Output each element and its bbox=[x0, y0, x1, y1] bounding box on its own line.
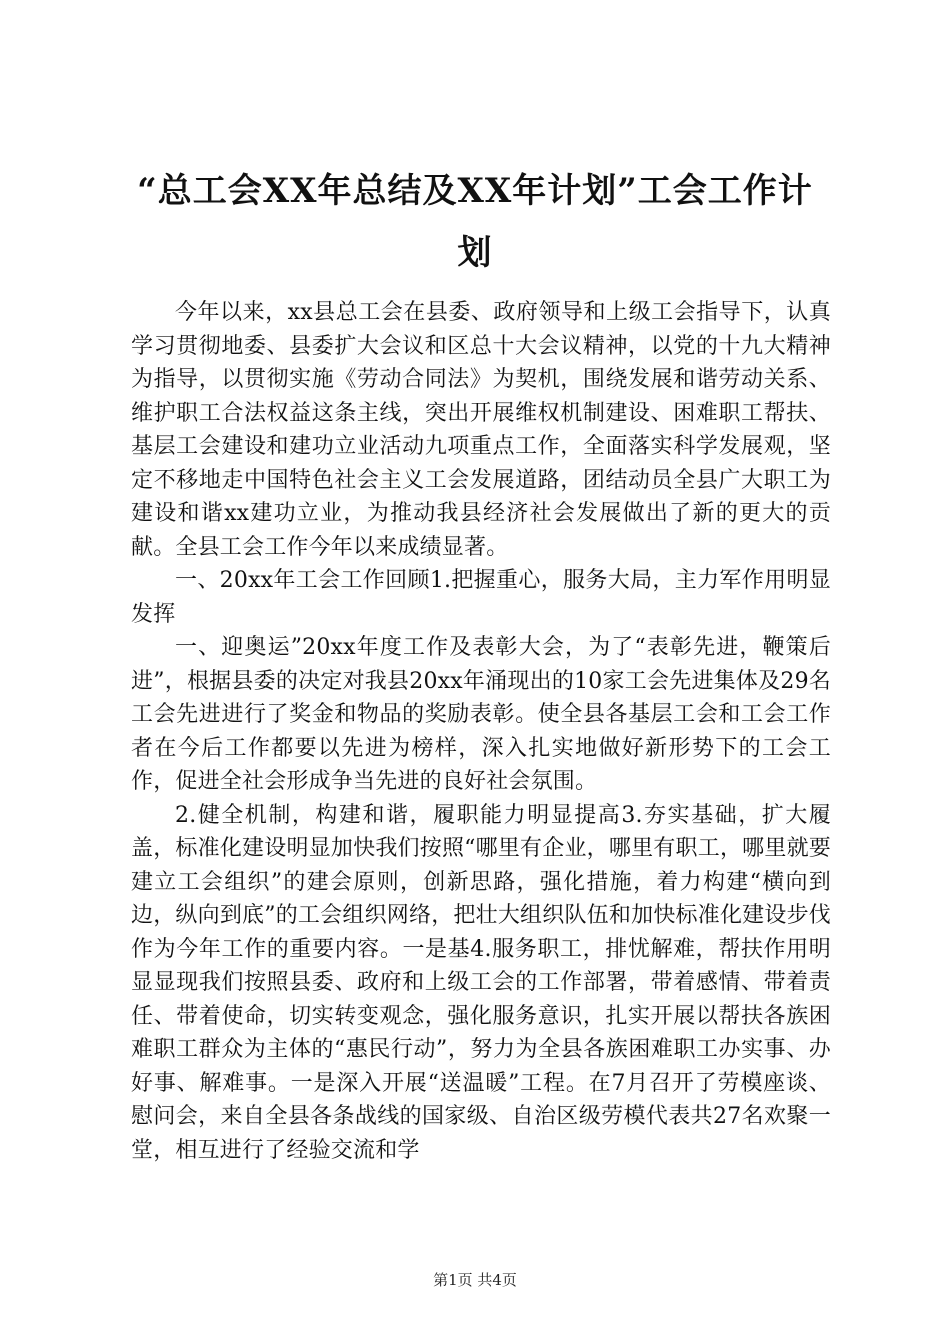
paragraph-mechanism: 2.健全机制，构建和谐，履职能力明显提高3.夯实基础，扩大履盖，标准化建设明显加快我们按照“哪里有企业，哪里有职工，哪里就要建立工会组织”的建会原则，创新思路，强化措施，着力构建“横向到边，纵向到底”的工会组织网络，把壮大组织队伍和加快标准化建设步伐作为今年工作的重要内容。一是基4.服务职工，排忧解难，帮扶作用明显显现我们按照县委、政府和上级工会的工作部署，带着感情、带着责任、带着使命，切实转变观念，强化服务意识，扎实开展以帮扶各族困难职工群众为主体的“惠民行动”，努力为全县各族困难职工办实事、办好事、解难事。一是深入开展“送温暖”工程。在7月召开了劳模座谈、慰问会，来自全县各条战线的国家级、自治区级劳模代表共27名欢聚一堂，相互进行了经验交流和学 bbox=[131, 802, 831, 1163]
paragraph-commendation: 一、迎奥运”20xx年度工作及表彰大会，为了“表彰先进，鞭策后进”，根据县委的决定对我县20xx年涌现出的10家工会先进集体及29名工会先进进行了奖金和物品的奖励表彰。使全县各基层工会和工会工作者在今后工作都要以先进为榜样，深入扎实地做好新形势下的工会工作，促进全社会形成争当先进的良好社会氛围。 bbox=[131, 635, 831, 794]
document-body bbox=[131, 296, 831, 1167]
page-number: 第1页 共4页 bbox=[433, 1271, 517, 1289]
paragraph-intro: 今年以来，xx县总工会在县委、政府领导和上级工会指导下，认真学习贯彻地委、县委扩大会议和区总十大会议精神，以党的十九大精神为指导，以贯彻实施《劳动合同法》为契机，围绕发展和谐劳动关系、维护职工合法权益这条主线，突出开展维权机制建设、困难职工帮扶、基层工会建设和建功立业活动九项重点工作，全面落实科学发展观，坚定不移地走中国特色社会主义工会发展道路，团结动员全县广大职工为建设和谐xx建功立业，为推动我县经济社会发展做出了新的更大的贡献。全县工会工作今年以来成绩显著。 bbox=[131, 300, 831, 560]
document-title: “总工会XX年总结及XX年计划”工会工作计划 bbox=[137, 171, 813, 273]
paragraph-section-review: 一、20xx年工会工作回顾1.把握重心，服务大局，主力军作用明显发挥 bbox=[131, 568, 831, 627]
